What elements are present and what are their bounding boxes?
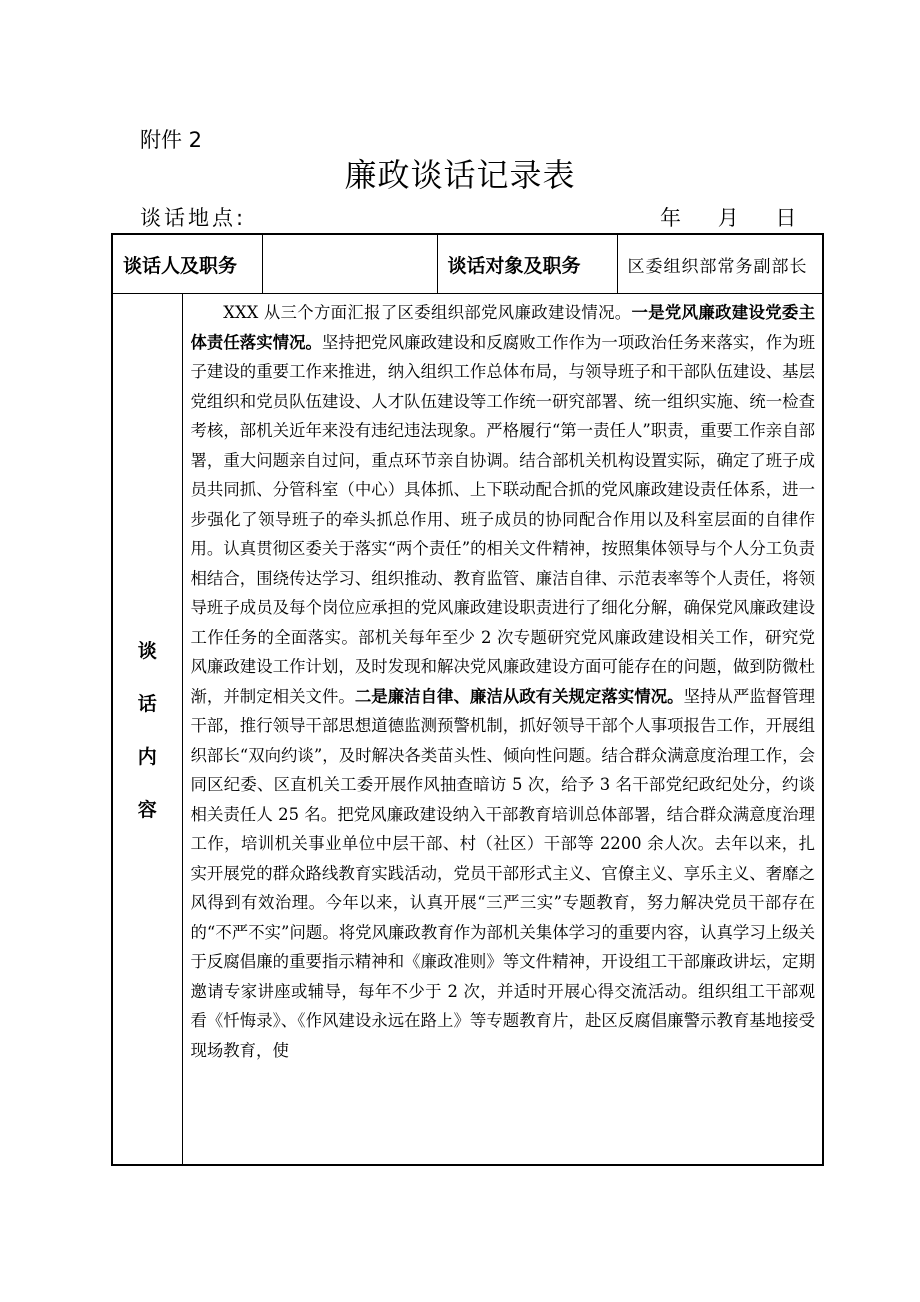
place-label: 谈话地点: bbox=[140, 206, 247, 230]
date-line bbox=[660, 202, 796, 232]
speaker-value-field[interactable] bbox=[262, 234, 437, 294]
target-value-field[interactable]: 区委组织部常务副部长 bbox=[617, 234, 823, 294]
content-cell[interactable] bbox=[182, 294, 823, 1166]
content-text bbox=[191, 298, 816, 1164]
attachment-label: 附件 2 bbox=[140, 128, 203, 152]
date-day-label: 日 bbox=[775, 206, 797, 230]
date-year-label: 年 bbox=[660, 206, 681, 230]
speaker-label: 谈话人及职务 bbox=[112, 234, 262, 294]
content-heading-2: 二是廉洁自律、廉洁从政有关规定落实情况。 bbox=[354, 686, 684, 706]
content-side-label bbox=[112, 294, 182, 1166]
content-segment: XXX 从三个方面汇报了区委组织部党风廉政建设情况。 bbox=[223, 303, 632, 322]
target-label: 谈话对象及职务 bbox=[437, 234, 617, 294]
date-month-label: 月 bbox=[717, 206, 739, 230]
content-label-char: 谈 bbox=[137, 640, 157, 662]
page-title: 廉政谈话记录表 bbox=[344, 156, 576, 194]
content-segment: 坚持把党风廉政建设和反腐败工作作为一项政治任务来落实，作为班子建设的重要工作来推进，纳入组织工作总体布局，与领导班子和干部队伍建设、基层党组织和党员队伍建设、人才队伍建设等工作统一研究部署、统一组织实施、统一检查考核，部机关近年来没有违纪违法现象。严格履行“第一责任人”职责，重要工作亲自部署，重大问题亲自过问，重点环节亲自协调。结合部机关机构设置实际，确定了班子成员共同抓、分管科室（中心）具体抓、上下联动配合抓的党风廉政建设责任体系，进一步强化了领导班子的牵头抓总作用、班子成员的协同配合作用以及科室层面的自律作用。认真贯彻区委关于落实“两个责任”的相关文件精神，按照集体领导与个人分工负责相结合，围绕传达学习、组织推动、教育监管、廉洁自律、示范表率等个人责任，将领导班子成员及每个岗位应承担的党风廉政建设职责进行了细化分解，确保党风廉政建设工作任务的全面落实。部机关每年至少 2 次专题研究党风廉政建设相关工作，研究党风廉政建设工作计划，及时发现和解决党风廉政建设方面可能存在的问题，做到防微杜渐，并制定相关文件。 bbox=[190, 332, 816, 706]
content-label-char: 内 bbox=[137, 746, 157, 768]
content-heading-1: 一是党风廉政建设党委主体责任落实情况。 bbox=[190, 303, 816, 352]
content-label-char: 容 bbox=[137, 799, 157, 821]
record-table bbox=[111, 233, 824, 1166]
content-label-char: 话 bbox=[137, 693, 157, 715]
content-segment: 坚持从严监督管理干部，推行领导干部思想道德监测预警机制，抓好领导干部个人事项报告工作，开展组织部长“双向约谈”，及时解决各类苗头性、倾向性问题。结合群众满意度治理工作，会同区纪委、区直机关工委开展作风抽查暗访 5 次，给予 3 名干部党纪政纪处分，约谈相关责任人 25 名。把党风廉政建设纳入干部教育培训总体部署，结合群众满意度治理工作，培训机关事业单位中层干部、村（社区）干部等 2200 余人次。去年以来，扎实开展党的群众路线教育实践活动，党员干部形式主义、官僚主义、享乐主义、奢靡之风得到有效治理。今年以来，认真开展“三严三实”专题教育，努力解决党员干部存在的“不严不实”问题。将党风廉政教育作为部机关集体学习的重要内容，认真学习上级关于反腐倡廉的重要指示精神和《廉政准则》等文件精神，开设组工干部廉政讲坛，定期邀请专家讲座或辅导，每年不少于 2 次，并适时开展心得交流活动。组织组工干部观看《忏悔录》、《作风建设永远在路上》等专题教育片，赴区反腐倡廉警示教育基地接受现场教育，使 bbox=[190, 686, 816, 1060]
